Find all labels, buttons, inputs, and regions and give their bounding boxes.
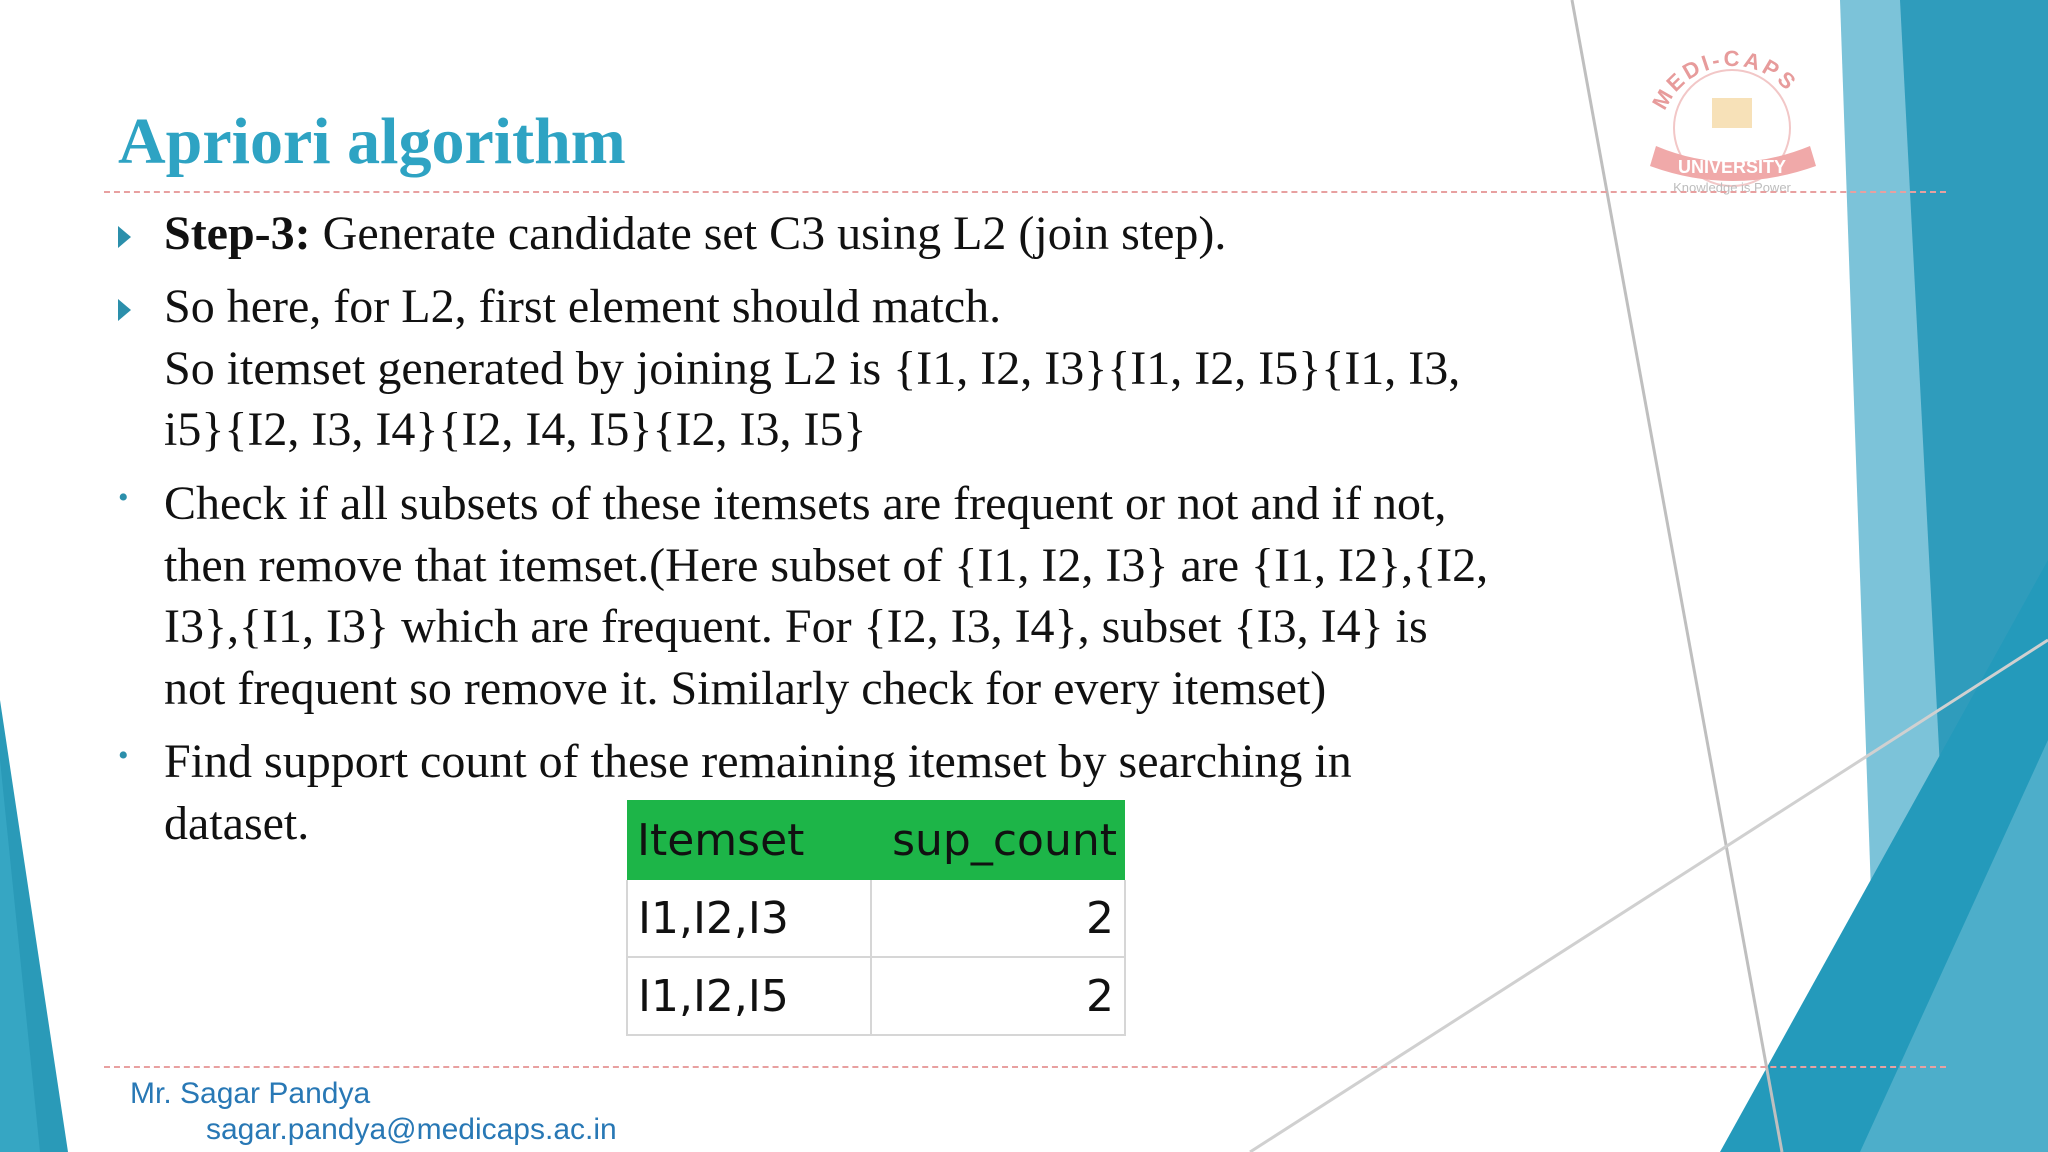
logo-banner-text: UNIVERSITY xyxy=(1677,157,1787,177)
bullet-line: Generate candidate set C3 using L2 (join step). xyxy=(310,207,1227,260)
dot-bullet-icon: • xyxy=(118,739,129,772)
bullet-line: then remove that itemset.(Here subset of {I1, I2, I3} are {I1, I2},{I2, xyxy=(164,538,1489,592)
bullet-text xyxy=(164,203,1226,265)
bullet-line: So here, for L2, first element should match. xyxy=(164,280,1002,333)
slide-title: Apriori algorithm xyxy=(118,105,626,178)
support-count-table xyxy=(626,800,1126,1036)
table-cell-count: 2 xyxy=(871,880,1125,957)
arrow-bullet-icon xyxy=(118,299,131,321)
table-row xyxy=(627,880,1125,957)
bullet-line: Check if all subsets of these itemsets are frequent or not and if not, xyxy=(164,477,1447,530)
logo-arc-text: MEDI-CAPS xyxy=(1647,45,1803,114)
column-header-sup-count: sup_count xyxy=(871,800,1125,880)
bullet-text xyxy=(164,276,1460,461)
column-header-itemset: Itemset xyxy=(627,800,871,880)
footer-email: sagar.pandya@medicaps.ac.in xyxy=(206,1113,617,1146)
table-cell-itemset: I1,I2,I5 xyxy=(627,957,871,1035)
bullet-line: dataset. xyxy=(164,796,310,850)
table-cell-count: 2 xyxy=(871,957,1125,1035)
bullet-line: So itemset generated by joining L2 is {I1, I2, I3}{I1, I2, I5}{I1, I3, xyxy=(164,341,1461,395)
footer-author: Mr. Sagar Pandya xyxy=(130,1077,371,1110)
university-logo xyxy=(1620,28,1840,198)
bullet-text xyxy=(164,473,1488,719)
arrow-bullet-icon xyxy=(118,226,131,248)
bullet-line: i5}{I2, I3, I4}{I2, I4, I5}{I2, I3, I5} xyxy=(164,403,867,456)
bullet-line: I3},{I1, I3} which are frequent. For {I2, I3, I4}, subset {I3, I4} is xyxy=(164,600,1428,653)
table-row xyxy=(627,957,1125,1035)
bullet-bold-label: Step-3: xyxy=(164,207,311,260)
bullet-line: not frequent so remove it. Similarly check for every itemset) xyxy=(164,661,1327,715)
table-header-row xyxy=(627,800,1125,880)
logo-tagline: Knowledge is Power xyxy=(1673,180,1791,195)
footer-divider xyxy=(104,1066,1946,1068)
table-cell-itemset: I1,I2,I3 xyxy=(627,880,871,957)
bullet-line: Find support count of these remaining itemset by searching in xyxy=(164,735,1352,788)
title-divider xyxy=(104,191,1946,193)
dot-bullet-icon: • xyxy=(118,481,129,514)
